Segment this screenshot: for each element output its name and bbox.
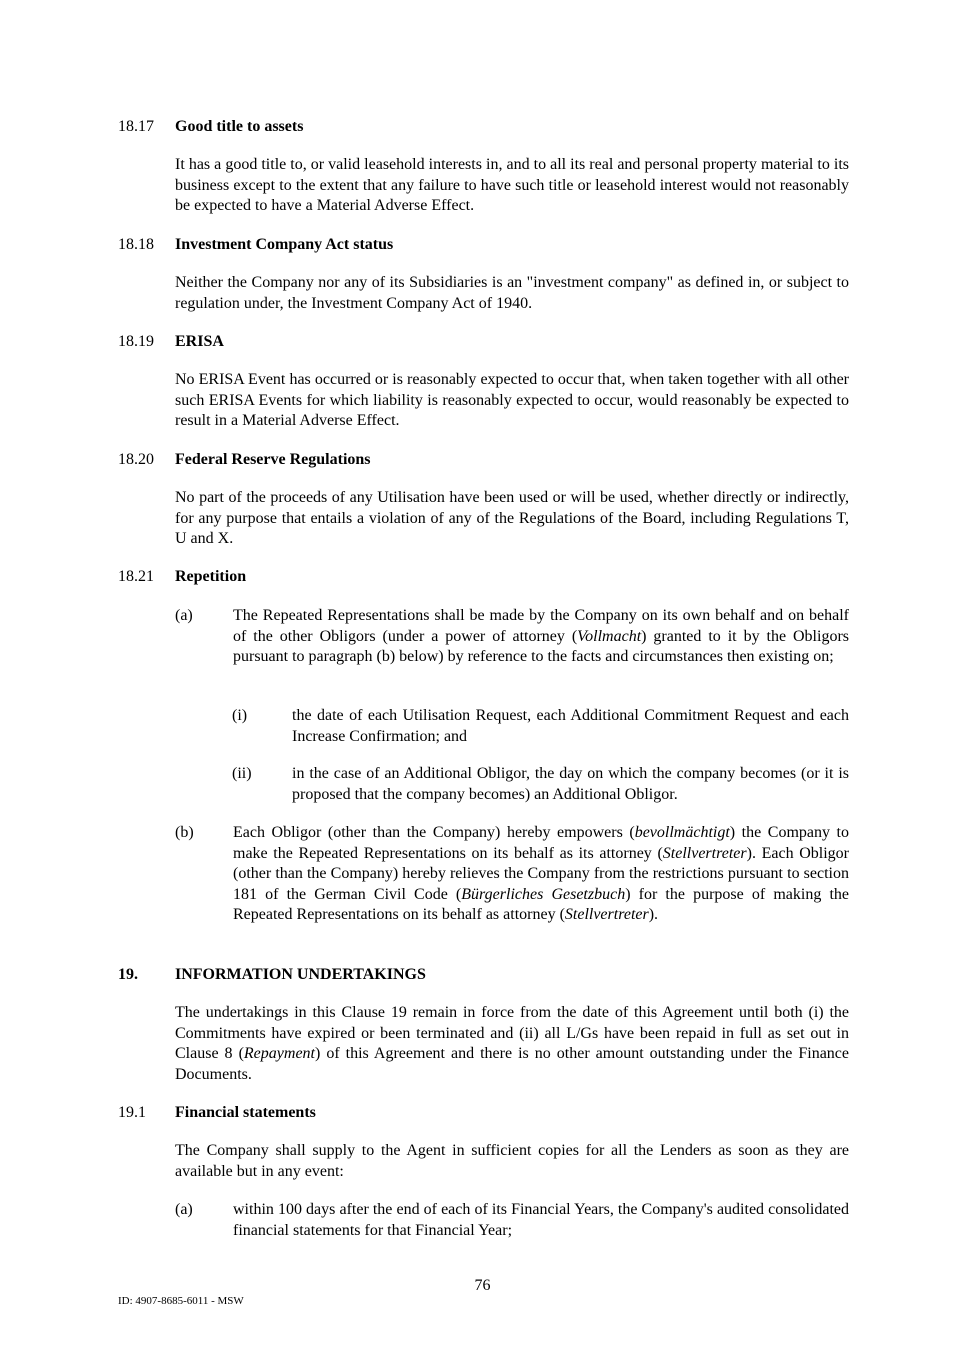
list-label: (a): [175, 607, 193, 624]
section-body-19-1: The Company shall supply to the Agent in sufficient copies for all the Lenders as soon as they are available but in any event:: [175, 1142, 849, 1180]
section-title: Federal Reserve Regulations: [175, 451, 371, 468]
section-title: Investment Company Act status: [175, 236, 394, 253]
section-body-18-19: No ERISA Event has occurred or is reasonably expected to occur that, when taken together with all other such ERISA Events for which liability is reasonably expected to occur, would reasonably be expected to result in a Material Adverse Effect.: [175, 371, 849, 429]
section-title: INFORMATION UNDERTAKINGS: [175, 966, 426, 983]
list-label: (ii): [232, 765, 252, 782]
section-heading-18-18: [118, 235, 393, 256]
section-title: ERISA: [175, 333, 224, 350]
section-heading-19-1: [118, 1103, 316, 1124]
section-number: 18.21: [118, 568, 154, 585]
section-number: 19.1: [118, 1104, 146, 1121]
section-number: 19.: [118, 966, 138, 983]
section-title: Financial statements: [175, 1104, 316, 1121]
list-label: (a): [175, 1201, 193, 1218]
page-number: 76: [474, 1277, 491, 1294]
section-title: Good title to assets: [175, 118, 304, 135]
section-heading-18-20: [118, 450, 371, 471]
list-text: in the case of an Additional Obligor, the day on which the company becomes (or it is proposed that the company becomes) an Additional Obligor.: [292, 765, 849, 803]
list-label: (b): [175, 824, 194, 841]
document-id: ID: 4907-8685-6011 - MSW: [118, 1295, 244, 1307]
section-body-18-17: It has a good title to, or valid leasehold interests in, and to all its real and personal property material to its business except to the extent that any failure to have such title or leasehold interest would not reasonably be expected to have a Material Adverse Effect.: [175, 156, 849, 214]
section-number: 18.18: [118, 236, 154, 253]
list-text: within 100 days after the end of each of its Financial Years, the Company's audited consolidated financial statements for that Financial Year;: [233, 1201, 849, 1239]
section-body-18-20: No part of the proceeds of any Utilisation have been used or will be used, whether directly or indirectly, for any purpose that entails a violation of any of the Regulations of the Board, including Regulations T, U and X.: [175, 489, 849, 547]
section-heading-18-17: [118, 117, 303, 138]
section-body-18-18: Neither the Company nor any of its Subsidiaries is an "investment company" as defined in, or subject to regulation under, the Investment Company Act of 1940.: [175, 274, 849, 312]
section-heading-18-21: [118, 567, 246, 588]
list-text: Each Obligor (other than the Company) hereby empowers (bevollmächtigt) the Company to make the Repeated Representations on its behalf as its attorney (Stellvertreter). Each Obligor (other than the Company) hereby relieves the Company from the restrictions pursuant to section 181 of the German Civil Code (Bürgerliches Gesetzbuch) for the purpose of making the Repeated Representations on its behalf as attorney (Stellvertreter).: [233, 824, 850, 923]
list-text: The Repeated Representations shall be made by the Company on its own behalf and on behalf of the other Obligors (under a power of attorney (Vollmacht) granted to it by the Obligors pursuant to paragraph (b) below) by reference to the facts and circumstances then existing on;: [233, 607, 850, 665]
list-text: the date of each Utilisation Request, each Additional Commitment Request and each Increase Confirmation; and: [292, 707, 849, 745]
section-number: 18.20: [118, 451, 154, 468]
section-number: 18.19: [118, 333, 154, 350]
section-heading-18-19: [118, 332, 224, 353]
list-label: (i): [232, 707, 248, 724]
section-title: Repetition: [175, 568, 247, 585]
section-body-19: The undertakings in this Clause 19 remain in force from the date of this Agreement until both (i) the Commitments have expired or been terminated and (ii) all L/Gs have been repaid in full as set out in Clause 8 (Repayment) of this Agreement and there is no other amount outstanding under the Finance Documents.: [175, 1004, 850, 1083]
section-heading-19: [118, 965, 426, 986]
section-number: 18.17: [118, 118, 154, 135]
